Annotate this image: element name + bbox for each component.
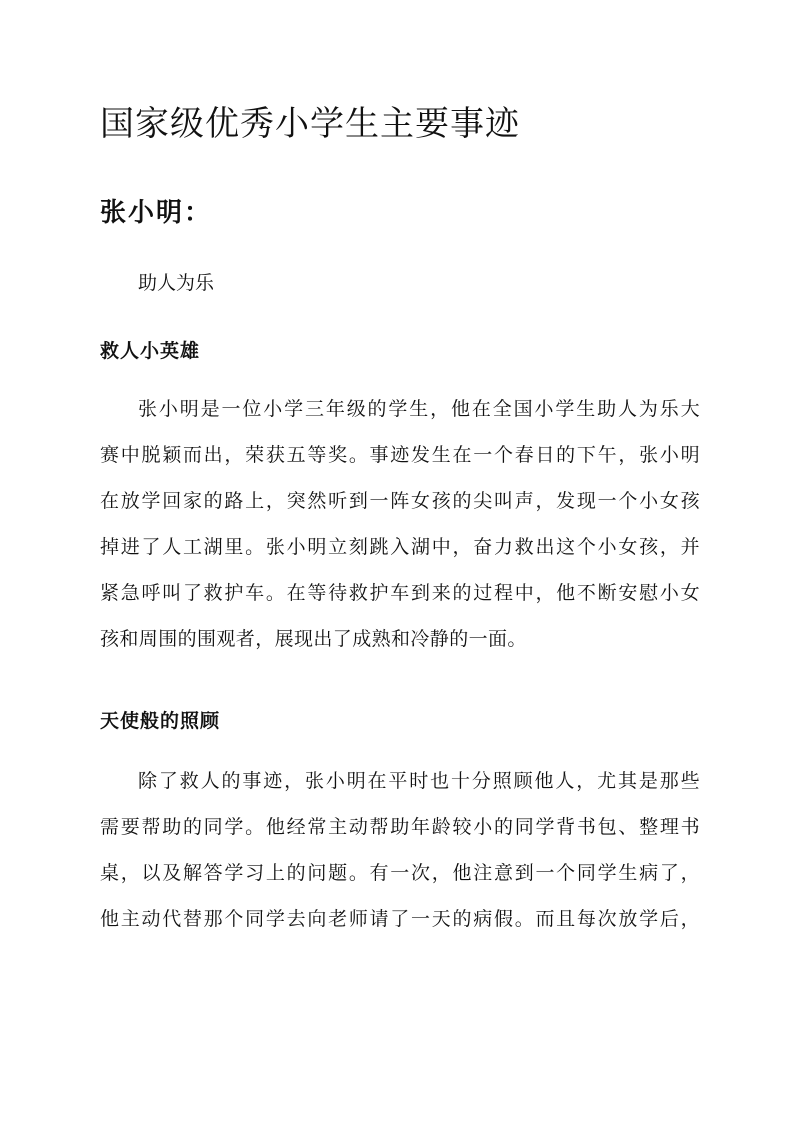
person-name: 张小明：	[100, 198, 213, 228]
paragraph-line: 紧急呼叫了救护车。在等待救护车到来的过程中，他不断安慰小女	[100, 582, 700, 604]
paragraph-line: 需要帮助的同学。他经常主动帮助年龄较小的同学背书包、整理书	[100, 816, 700, 838]
paragraph-line: 除了救人的事迹，张小明在平时也十分照顾他人，尤其是那些	[138, 770, 700, 792]
paragraph-line: 赛中脱颖而出，荣获五等奖。事迹发生在一个春日的下午，张小明	[100, 444, 700, 466]
intro-text: 助人为乐	[138, 272, 215, 294]
section-heading-care: 天使般的照顾	[100, 710, 221, 732]
document-title: 国家级优秀小学生主要事迹	[100, 104, 520, 144]
paragraph-line: 掉进了人工湖里。张小明立刻跳入湖中，奋力救出这个小女孩，并	[100, 536, 700, 558]
paragraph-line: 张小明是一位小学三年级的学生，他在全国小学生助人为乐大	[138, 398, 700, 420]
paragraph-line: 桌，以及解答学习上的问题。有一次，他注意到一个同学生病了，	[100, 862, 700, 884]
paragraph-line: 孩和周围的围观者，展现出了成熟和冷静的一面。	[100, 628, 527, 650]
paragraph-care	[100, 766, 700, 950]
section-heading-rescue: 救人小英雄	[100, 340, 201, 362]
paragraph-line: 在放学回家的路上，突然听到一阵女孩的尖叫声，发现一个小女孩	[100, 490, 700, 512]
paragraph-line: 他主动代替那个同学去向老师请了一天的病假。而且每次放学后，	[100, 908, 700, 930]
paragraph-rescue	[100, 394, 700, 670]
